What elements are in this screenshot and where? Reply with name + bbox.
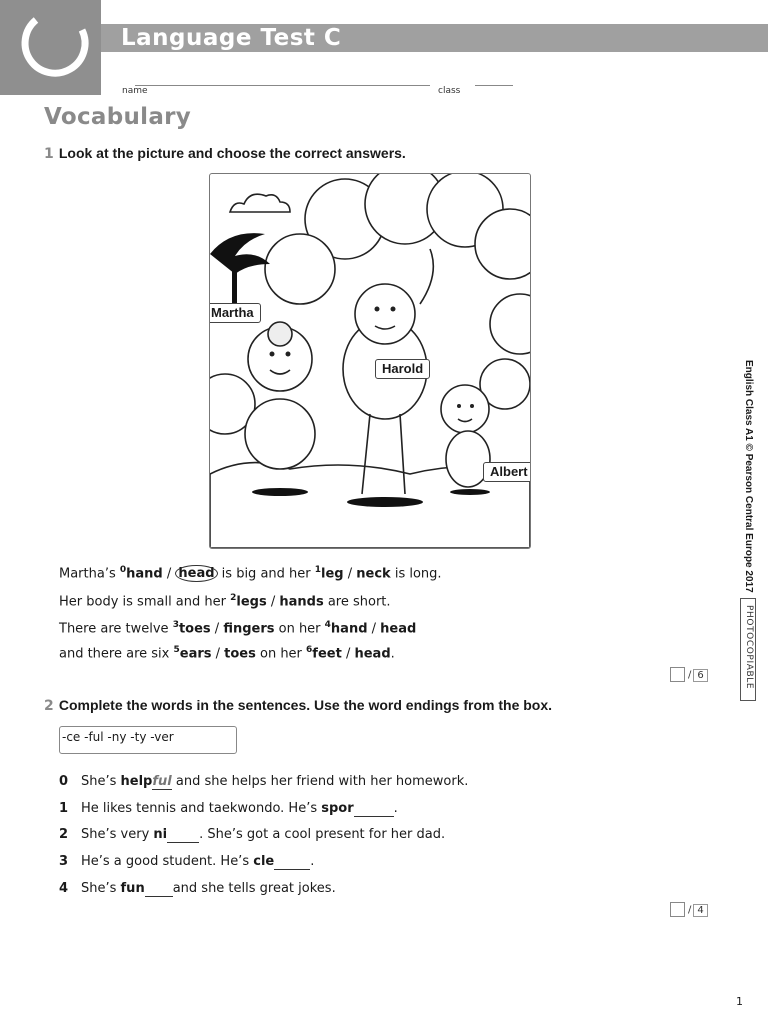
text: . — [310, 854, 315, 869]
question-0 — [59, 774, 468, 789]
option-hand[interactable]: hand — [126, 566, 163, 582]
option-ears[interactable]: ears — [179, 646, 212, 662]
text: He likes tennis and taekwondo. He’s — [81, 801, 322, 816]
exercise-instruction: Look at the picture and choose the correct answers. — [58, 145, 406, 161]
score-total: 4 — [693, 904, 707, 917]
text: She’s — [81, 881, 121, 896]
name-line[interactable] — [135, 84, 430, 86]
item-number: 1 — [314, 565, 322, 575]
separator: / — [162, 566, 176, 582]
option-leg[interactable]: leg — [321, 566, 344, 582]
option-toes[interactable]: toes — [224, 646, 256, 662]
text: Her body is small and her — [59, 594, 231, 610]
answer-blank[interactable] — [167, 827, 199, 843]
label-harold: Harold — [375, 359, 430, 379]
word-stem: ni — [153, 827, 168, 842]
separator: / — [211, 646, 225, 662]
text: on her — [255, 646, 307, 662]
word-stem: help — [120, 774, 153, 789]
answer-blank[interactable] — [354, 801, 394, 817]
name-label: name — [122, 86, 148, 96]
text: is big and her — [217, 566, 315, 582]
example-answer: ful — [152, 774, 172, 789]
score-box-2: / 4 — [670, 902, 708, 917]
option-legs[interactable]: legs — [236, 594, 267, 610]
copyright-vertical — [740, 360, 754, 592]
item-number: 4 — [324, 620, 331, 630]
logo-block — [0, 0, 101, 95]
sentence-1 — [59, 565, 442, 581]
logo-icon — [0, 0, 101, 95]
page-title: Language Test C — [121, 25, 342, 51]
word-stem: fun — [120, 881, 145, 896]
question-1 — [59, 801, 398, 817]
text: and she tells great jokes. — [172, 881, 336, 896]
question-number: 3 — [59, 854, 69, 869]
exercise-number: 1 — [44, 146, 54, 162]
question-4 — [59, 881, 336, 897]
score-input[interactable] — [670, 667, 685, 682]
page-number: 1 — [736, 995, 743, 1008]
exercise-2-header — [44, 695, 552, 714]
sentence-2 — [59, 593, 391, 609]
separator: / — [367, 621, 381, 637]
separator: / — [266, 594, 280, 610]
text: . She’s got a cool present for her dad. — [199, 827, 446, 842]
sentence-4 — [59, 645, 395, 661]
score-box-1: / 6 — [670, 667, 708, 682]
sentence-3 — [59, 620, 416, 636]
item-number: 6 — [306, 645, 313, 655]
answer-blank[interactable] — [274, 854, 310, 870]
illustration-drawing — [210, 174, 530, 548]
label-albert: Albert — [483, 462, 531, 482]
text: Martha’s — [59, 566, 120, 582]
option-head[interactable]: head — [380, 621, 417, 637]
separator: / — [343, 566, 357, 582]
exercise-number: 2 — [44, 698, 54, 714]
copyright-text: English Class A1 © Pearson Central Europe 2017 — [743, 360, 754, 593]
option-hand[interactable]: hand — [330, 621, 368, 637]
option-fingers[interactable]: fingers — [223, 621, 275, 637]
word-endings-box: -ce -ful -ny -ty -ver — [59, 726, 237, 754]
text: . — [393, 801, 398, 816]
exercise-instruction: Complete the words in the sentences. Use the word endings from the box. — [58, 697, 553, 713]
option-feet[interactable]: feet — [312, 646, 342, 662]
cartoon-illustration — [209, 173, 531, 549]
option-neck[interactable]: neck — [356, 566, 391, 582]
option-head[interactable]: head — [354, 646, 391, 662]
photocopiable-text: PHOTOCOPIABLE — [744, 605, 754, 690]
separator: / — [210, 621, 224, 637]
section-title: Vocabulary — [44, 104, 192, 130]
option-toes[interactable]: toes — [178, 621, 211, 637]
class-label: class — [438, 86, 461, 96]
question-number: 0 — [59, 774, 69, 789]
score-input[interactable] — [670, 902, 685, 917]
text: There are twelve — [59, 621, 173, 637]
class-line[interactable] — [475, 84, 513, 86]
word-stem: cle — [253, 854, 275, 869]
option-head-circled[interactable]: head — [175, 565, 217, 582]
text: is long. — [390, 566, 442, 582]
question-number: 2 — [59, 827, 69, 842]
item-number: 2 — [230, 593, 237, 603]
item-number: 3 — [172, 620, 179, 630]
text: are short. — [323, 594, 391, 610]
label-martha: Martha — [209, 303, 261, 323]
text: on her — [274, 621, 325, 637]
item-number: 5 — [173, 645, 180, 655]
answer-blank[interactable] — [145, 881, 173, 897]
item-number: 0 — [119, 565, 127, 575]
text: . — [390, 646, 395, 662]
text: He’s a good student. He’s — [81, 854, 254, 869]
separator: / — [341, 646, 355, 662]
text: and she helps her friend with her homework. — [171, 774, 469, 789]
exercise-1-header — [44, 143, 406, 162]
question-2 — [59, 827, 445, 843]
photocopiable-box — [740, 598, 756, 701]
word-stem: spor — [321, 801, 354, 816]
text: She’s — [81, 774, 121, 789]
score-total: 6 — [693, 669, 707, 682]
text: She’s very — [81, 827, 154, 842]
question-3 — [59, 854, 314, 870]
text: and there are six — [59, 646, 174, 662]
question-number: 1 — [59, 801, 69, 816]
question-number: 4 — [59, 881, 69, 896]
option-hands[interactable]: hands — [279, 594, 324, 610]
